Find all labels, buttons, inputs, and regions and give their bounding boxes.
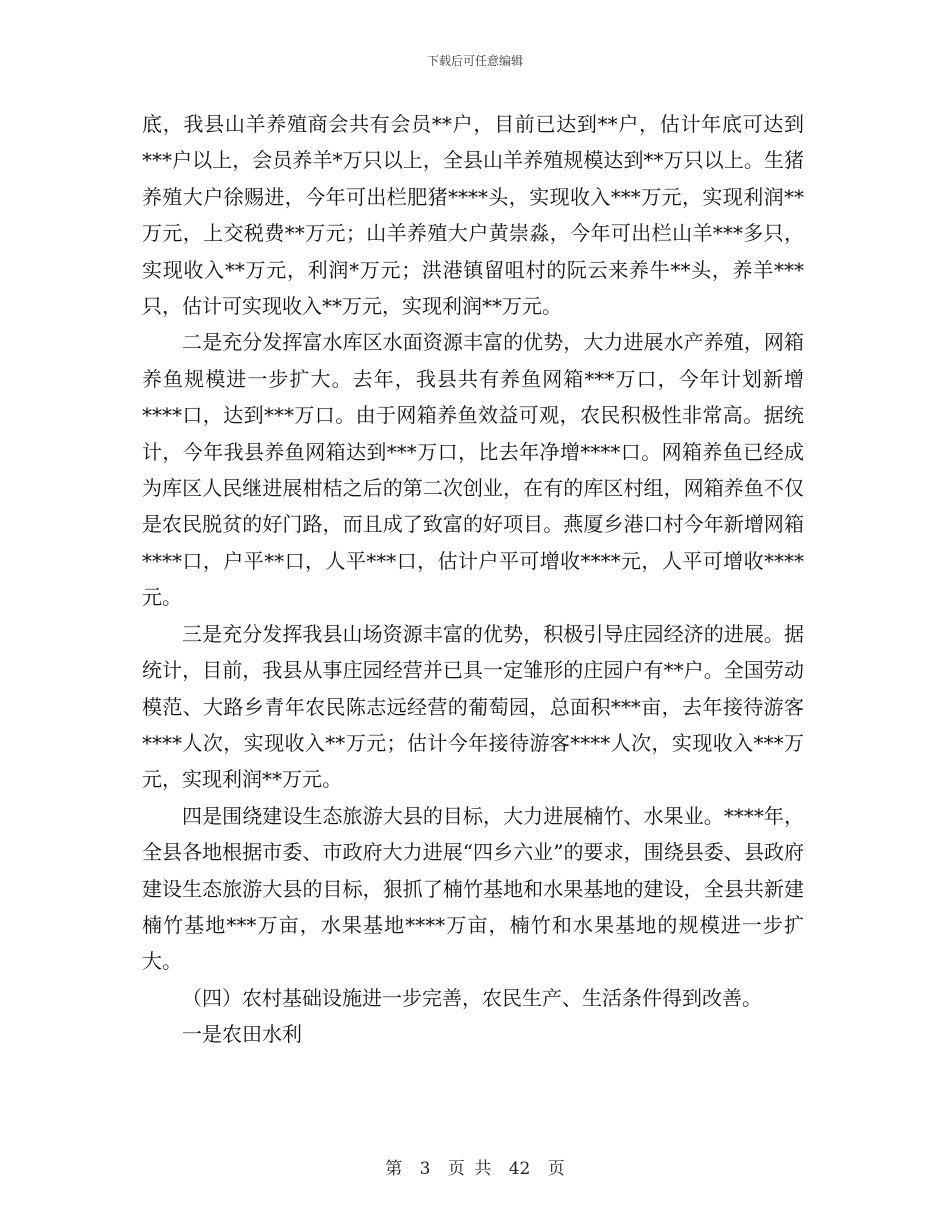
footer-prefix: 第 xyxy=(385,1159,403,1179)
footer-suffix: 页 xyxy=(547,1159,565,1179)
paragraph-manor-economy: 三是充分发挥我县山场资源丰富的优势，积极引导庄园经济的进展。据统计，目前，我县从事庄园经营并已具一定雏形的庄园户有**户。全国劳动模范、大路乡青年农民陈志远经营的葡萄园，总面积***亩，去年接待游客****人次，实现收入**万元；估计今年接待游客****人次，实现收入***万元，实现利润**万元。 xyxy=(142,621,804,792)
document-body xyxy=(142,106,804,1053)
header-note: 下载后可任意编辑 xyxy=(426,54,523,68)
footer-total-pages: 42 xyxy=(508,1159,531,1179)
page-footer xyxy=(0,1154,950,1179)
section-heading-infrastructure: （四）农村基础设施进一步完善，农民生产、生活条件得到改善。 xyxy=(182,985,762,1010)
paragraph-continuation: 底，我县山羊养殖商会共有会员**户，目前已达到**户，估计年底可达到***户以上，会员养羊*万只以上，全县山羊养殖规模达到**万只以上。生猪养殖大户徐赐进，今年可出栏肥猪****头，实现收入***万元，实现利润**万元，上交税费**万元；山羊养殖大户黄崇淼，今年可出栏山羊***多只，实现收入**万元，利润*万元；洪港镇留咀村的阮云来养牛**头，养羊***只，估计可实现收入**万元，实现利润**万元。 xyxy=(142,112,804,319)
paragraph-bamboo-fruit: 四是围绕建设生态旅游大县的目标，大力进展楠竹、水果业。****年，全县各地根据市委、市政府大力进展“四乡六业”的要求，围绕县委、县政府建设生态旅游大县的目标，狠抓了楠竹基地和水果基地的建设，全县共新建楠竹基地***万亩，水果基地****万亩，楠竹和水果基地的规模进一步扩大。 xyxy=(142,803,804,974)
footer-middle: 页 共 xyxy=(447,1159,492,1179)
footer-current-page: 3 xyxy=(419,1159,431,1179)
paragraph-irrigation: 一是农田水利 xyxy=(182,1022,302,1047)
paragraph-aquaculture: 二是充分发挥富水库区水面资源丰富的优势，大力进展水产养殖，网箱养鱼规模进一步扩大。去年，我县共有养鱼网箱***万口，今年计划新增****口，达到***万口。由于网箱养鱼效益可观，农民积极性非常高。据统计，今年我县养鱼网箱达到***万口，比去年净增****口。网箱养鱼已经成为库区人民继进展柑桔之后的第二次创业，在有的库区村组，网箱养鱼不仅是农民脱贫的好门路，而且成了致富的好项目。燕厦乡港口村今年新增网箱****口，户平**口，人平***口，估计户平可增收****元，人平可增收****元。 xyxy=(142,330,804,610)
